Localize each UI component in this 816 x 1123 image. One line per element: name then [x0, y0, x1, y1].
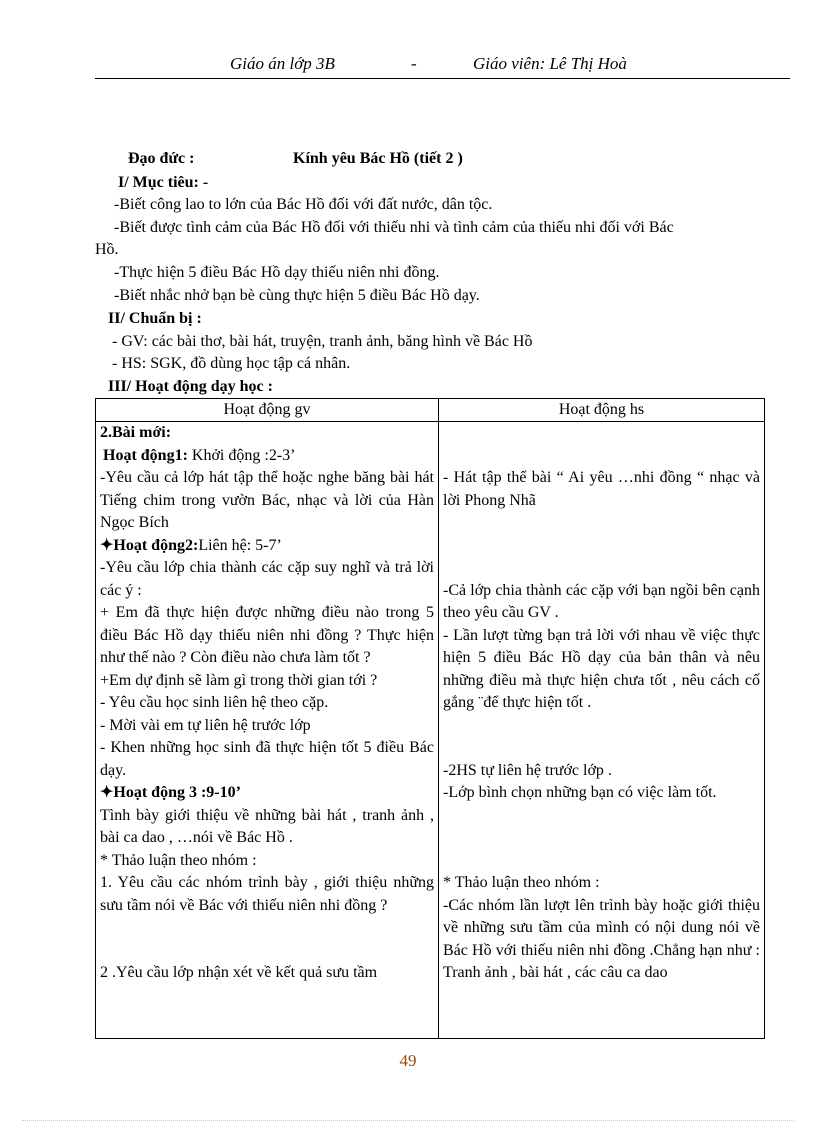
activity2-body: + Em đã thực hiện được những điều nào trong 5 điều Bác Hồ dạy thiếu niên nhi đồng ? Thực hiện như thế nào ? Còn điều nào chưa làm tốt ?	[100, 604, 434, 666]
activities-table	[95, 398, 765, 1039]
activity2-body: - Yêu cầu học sinh liên hệ theo cặp.	[100, 694, 329, 711]
student-response: -Các nhóm lần lượt lên trình bày hoặc giới thiệu về những sưu tầm của mình có nội dung nói về Bác Hồ với thiếu niên nhi đồng .Chẳng hạn như : Tranh ảnh , bài hát , các câu ca dao	[443, 896, 760, 981]
objective-item: -Biết được tình cảm của Bác Hồ đối với thiếu nhi và tình cảm của thiếu nhi đối với Bác	[114, 219, 674, 236]
objectives-heading: I/ Mục tiêu: -	[118, 174, 209, 191]
activity3-body: * Thảo luận theo nhóm :	[100, 851, 257, 869]
activity2-body: +Em dự định sẽ làm gì trong thời gian tới ?	[100, 671, 378, 689]
student-response: -2HS tự liên hệ trước lớp .	[443, 761, 612, 779]
activity3-heading: ✦Hoạt động 3 :9-10’	[100, 784, 241, 801]
table-header-row	[96, 399, 765, 422]
header-teacher: Giáo viên: Lê Thị Hoà	[473, 54, 627, 73]
teacher-activities-cell	[96, 422, 439, 1039]
activity2-body: - Mời vài em tự liên hệ trước lớp	[100, 716, 311, 734]
column-header-student: Hoạt động hs	[439, 399, 765, 422]
objective-item: -Thực hiện 5 điều Bác Hồ dạy thiếu niên nhi đồng.	[114, 264, 440, 281]
star-bullet-icon: ✦	[100, 536, 114, 554]
student-response: - Lần lượt từng bạn trả lời với nhau về việc thực hiện 5 điều Bác Hồ dạy của bản thân và nêu những điều mà thực hiện chưa tốt , nêu cách cố gắng ¨để thực hiện tốt .	[443, 626, 760, 711]
student-activities-cell	[439, 422, 765, 1039]
activity2-heading: ✦Hoạt động2:Liên hệ: 5-7’	[100, 536, 282, 554]
student-response: - Hát tập thể bài “ Ai yêu …nhi đồng “ nhạc và lời Phong Nhã	[443, 469, 760, 509]
page-number: 49	[399, 1051, 417, 1070]
activity1-heading: Hoạt động1: Khởi động :2-3’	[103, 446, 296, 464]
activity3-body: 1. Yêu cầu các nhóm trình bày , giới thiệu những sưu tầm nói về Bác với thiếu niên nhi đồng ?	[100, 874, 434, 914]
preparation-item: - HS: SGK, đồ dùng học tập cá nhân.	[112, 355, 351, 372]
activity1-body: -Yêu cầu cả lớp hát tập thể hoặc nghe băng bài hát Tiếng chim trong vườn Bác, nhạc và lời của Hàn Ngọc Bích	[100, 469, 434, 531]
activity3-body: Tình bày giới thiệu về những bài hát , tranh ảnh , bài ca dao , …nói về Bác Hồ .	[100, 806, 434, 846]
preparation-item: - GV: các bài thơ, bài hát, truyện, tranh ảnh, băng hình về Bác Hồ	[112, 333, 533, 350]
header-separator: -	[411, 54, 417, 73]
student-response: -Cả lớp chia thành các cặp với bạn ngồi bên cạnh theo yêu cầu GV .	[443, 581, 760, 621]
star-bullet-icon: ✦	[100, 784, 114, 801]
activity3-body: 2 .Yêu cầu lớp nhận xét về kết quả sưu tầm	[100, 964, 378, 981]
page-header	[95, 52, 790, 79]
activities-heading: III/ Hoạt động dạy học :	[108, 378, 273, 395]
objective-item: -Biết nhắc nhở bạn bè cùng thực hiện 5 điều Bác Hồ dạy.	[114, 287, 480, 304]
page-bottom-divider	[22, 1120, 794, 1121]
objective-item: Hồ.	[95, 241, 119, 258]
header-class: Giáo án lớp 3B	[230, 54, 335, 73]
table-row	[96, 422, 765, 1039]
objective-item: -Biết công lao to lớn của Bác Hồ đối với đất nước, dân tộc.	[114, 196, 493, 213]
preparation-heading: II/ Chuẩn bị :	[108, 310, 202, 327]
student-response: -Lớp bình chọn những bạn có việc làm tốt.	[443, 784, 717, 801]
activity2-body: -Yêu cầu lớp chia thành các cặp suy nghĩ và trả lời các ý :	[100, 559, 434, 599]
lesson-subject: Đạo đức :	[128, 150, 195, 167]
part-heading: 2.Bài mới:	[100, 424, 172, 441]
activity2-body: - Khen những học sinh đã thực hiện tốt 5 điều Bác dạy.	[100, 739, 434, 779]
lesson-title: Kính yêu Bác Hồ (tiết 2 )	[293, 150, 463, 167]
column-header-teacher: Hoạt động gv	[96, 399, 439, 422]
student-response: * Thảo luận theo nhóm :	[443, 874, 600, 891]
